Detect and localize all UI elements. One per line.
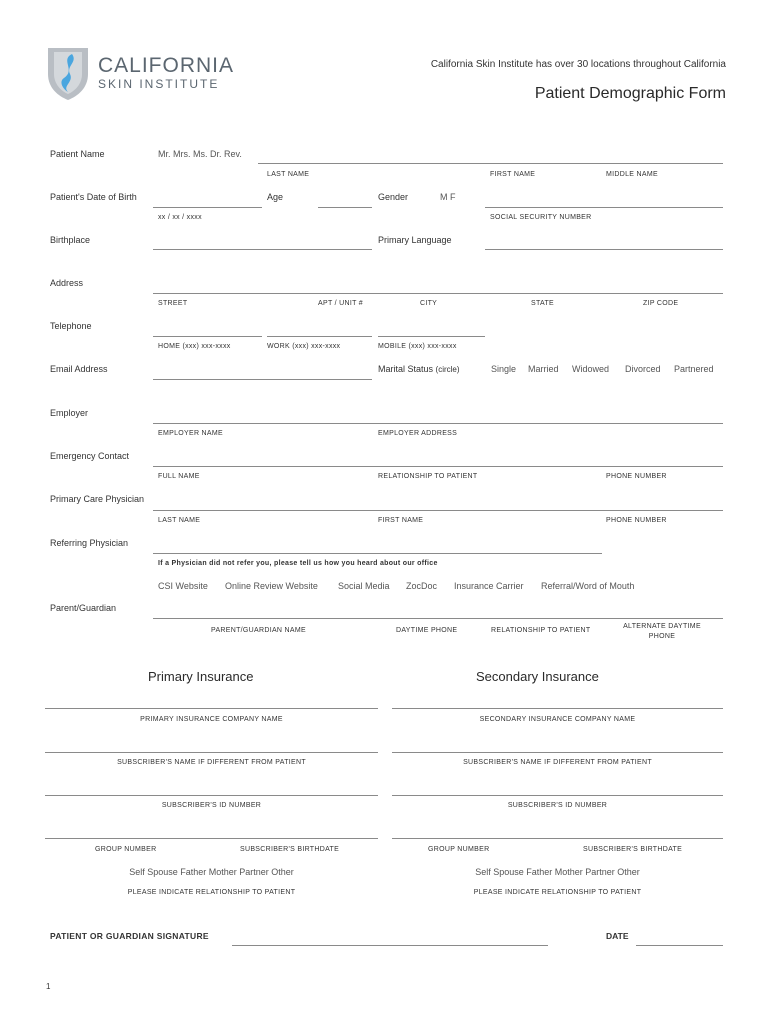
guardian-label: Parent/Guardian [50,603,117,613]
secondary-id-caption: SUBSCRIBER'S ID NUMBER [507,802,608,809]
age-line[interactable] [318,207,372,208]
signature-label: PATIENT OR GUARDIAN SIGNATURE [50,931,209,941]
mobile-phone-caption: MOBILE (xxx) xxx-xxxx [378,343,457,350]
referring-label: Referring Physician [50,538,129,548]
marital-married[interactable]: Married [528,364,559,374]
tagline: California Skin Institute has over 30 locations throughout California [430,59,726,70]
logo [44,44,244,104]
emergency-line[interactable] [153,466,723,467]
street-caption: STREET [158,300,188,307]
state-caption: STATE [531,300,555,307]
secondary-company-line[interactable] [392,708,723,709]
primary-birthdate-caption: SUBSCRIBER'S BIRTHDATE [240,846,340,853]
marital-circle-note: (circle) [435,365,460,374]
signature-line[interactable] [232,945,548,946]
primary-subscriber-line[interactable] [45,752,378,753]
email-label: Email Address [50,364,108,374]
patient-name-line[interactable] [258,163,723,164]
primary-id-line[interactable] [45,795,378,796]
emergency-contact-label: Emergency Contact [50,451,130,461]
referral-csi-website[interactable]: CSI Website [158,581,208,591]
first-name-caption: FIRST NAME [490,171,536,178]
secondary-group-line[interactable] [392,838,723,839]
gender-label: Gender [378,192,409,202]
page-number: 1 [46,982,51,991]
birthplace-line[interactable] [153,249,372,250]
secondary-id-line[interactable] [392,795,723,796]
home-phone-line[interactable] [153,336,262,337]
language-line[interactable] [485,249,723,250]
primary-language-label: Primary Language [378,235,452,245]
marital-widowed[interactable]: Widowed [572,364,610,374]
title-options[interactable]: Mr. Mrs. Ms. Dr. Rev. [158,149,242,159]
marital-status-label [378,364,460,374]
mobile-phone-line[interactable] [378,336,485,337]
guardian-line[interactable] [153,618,723,619]
home-phone-caption: HOME (xxx) xxx-xxxx [158,343,231,350]
emergency-phone-caption: PHONE NUMBER [606,473,667,480]
pcp-line[interactable] [153,510,723,511]
alt-phone-line1: ALTERNATE DAYTIME [623,623,701,630]
employer-label: Employer [50,408,89,418]
secondary-birthdate-caption: SUBSCRIBER'S BIRTHDATE [583,846,683,853]
marital-status-text: Marital Status [378,364,434,374]
ssn-caption: SOCIAL SECURITY NUMBER [490,214,592,221]
dob-line[interactable] [153,207,262,208]
pcp-first-caption: FIRST NAME [378,517,424,524]
secondary-subscriber-caption: SUBSCRIBER'S NAME IF DIFFERENT FROM PATIENT [463,759,652,766]
guardian-name-caption: PARENT/GUARDIAN NAME [211,627,306,634]
pcp-phone-caption: PHONE NUMBER [606,517,667,524]
primary-subscriber-caption: SUBSCRIBER'S NAME IF DIFFERENT FROM PATIENT [117,759,306,766]
apt-caption: APT / UNIT # [318,300,363,307]
secondary-company-caption: SECONDARY INSURANCE COMPANY NAME [479,716,636,723]
emergency-relationship-caption: RELATIONSHIP TO PATIENT [378,473,478,480]
age-label: Age [267,192,284,202]
primary-company-line[interactable] [45,708,378,709]
patient-name-label: Patient Name [50,149,105,159]
last-name-caption: LAST NAME [267,171,310,178]
ssn-line[interactable] [485,207,723,208]
email-line[interactable] [153,379,372,380]
gender-options[interactable]: M F [440,192,456,202]
work-phone-line[interactable] [267,336,372,337]
middle-name-caption: MIDDLE NAME [606,171,658,178]
form-title: Patient Demographic Form [534,85,726,102]
referral-note: If a Physician did not refer you, please tell us how you heard about our office [158,560,438,567]
city-caption: CITY [420,300,438,307]
referral-word-of-mouth[interactable]: Referral/Word of Mouth [541,581,635,591]
secondary-insurance-heading: Secondary Insurance [476,669,599,684]
telephone-label: Telephone [50,321,92,331]
referral-zocdoc[interactable]: ZocDoc [406,581,438,591]
pcp-last-caption: LAST NAME [158,517,201,524]
marital-partnered[interactable]: Partnered [674,364,714,374]
primary-company-caption: PRIMARY INSURANCE COMPANY NAME [140,716,283,723]
secondary-indicate-caption: PLEASE INDICATE RELATIONSHIP TO PATIENT [473,889,642,896]
date-label: DATE [606,931,629,941]
guardian-day-phone-caption: DAYTIME PHONE [396,627,458,634]
guardian-alt-phone-caption [612,622,712,642]
primary-group-caption: GROUP NUMBER [95,846,157,853]
primary-relationship-options[interactable]: Self Spouse Father Mother Partner Other [129,867,294,877]
secondary-subscriber-line[interactable] [392,752,723,753]
primary-insurance-heading: Primary Insurance [148,669,254,684]
referring-line[interactable] [153,553,602,554]
employer-address-caption: EMPLOYER ADDRESS [378,430,458,437]
work-phone-caption: WORK (xxx) xxx-xxxx [267,343,341,350]
employer-name-caption: EMPLOYER NAME [158,430,223,437]
marital-divorced[interactable]: Divorced [625,364,661,374]
logo-bottom-text: SKIN INSTITUTE [98,77,220,91]
guardian-relationship-caption: RELATIONSHIP TO PATIENT [491,627,591,634]
referral-insurance-carrier[interactable]: Insurance Carrier [454,581,524,591]
referral-online-review[interactable]: Online Review Website [225,581,318,591]
secondary-relationship-options[interactable]: Self Spouse Father Mother Partner Other [475,867,640,877]
primary-group-line[interactable] [45,838,378,839]
address-label: Address [50,278,84,288]
primary-id-caption: SUBSCRIBER'S ID NUMBER [161,802,262,809]
employer-line[interactable] [153,423,723,424]
emergency-name-caption: FULL NAME [158,473,200,480]
alt-phone-line2: PHONE [648,633,676,640]
address-line[interactable] [153,293,723,294]
secondary-group-caption: GROUP NUMBER [428,846,490,853]
zip-caption: ZIP CODE [643,300,679,307]
referral-social-media[interactable]: Social Media [338,581,390,591]
logo-top-text: CALIFORNIA [98,54,235,77]
dob-label: Patient's Date of Birth [50,192,137,202]
marital-single[interactable]: Single [491,364,517,374]
dob-format-caption: xx / xx / xxxx [158,214,202,221]
primary-indicate-caption: PLEASE INDICATE RELATIONSHIP TO PATIENT [127,889,296,896]
birthplace-label: Birthplace [50,235,91,245]
logo-shield-icon [44,44,92,102]
date-line[interactable] [636,945,723,946]
pcp-label: Primary Care Physician [50,494,145,504]
